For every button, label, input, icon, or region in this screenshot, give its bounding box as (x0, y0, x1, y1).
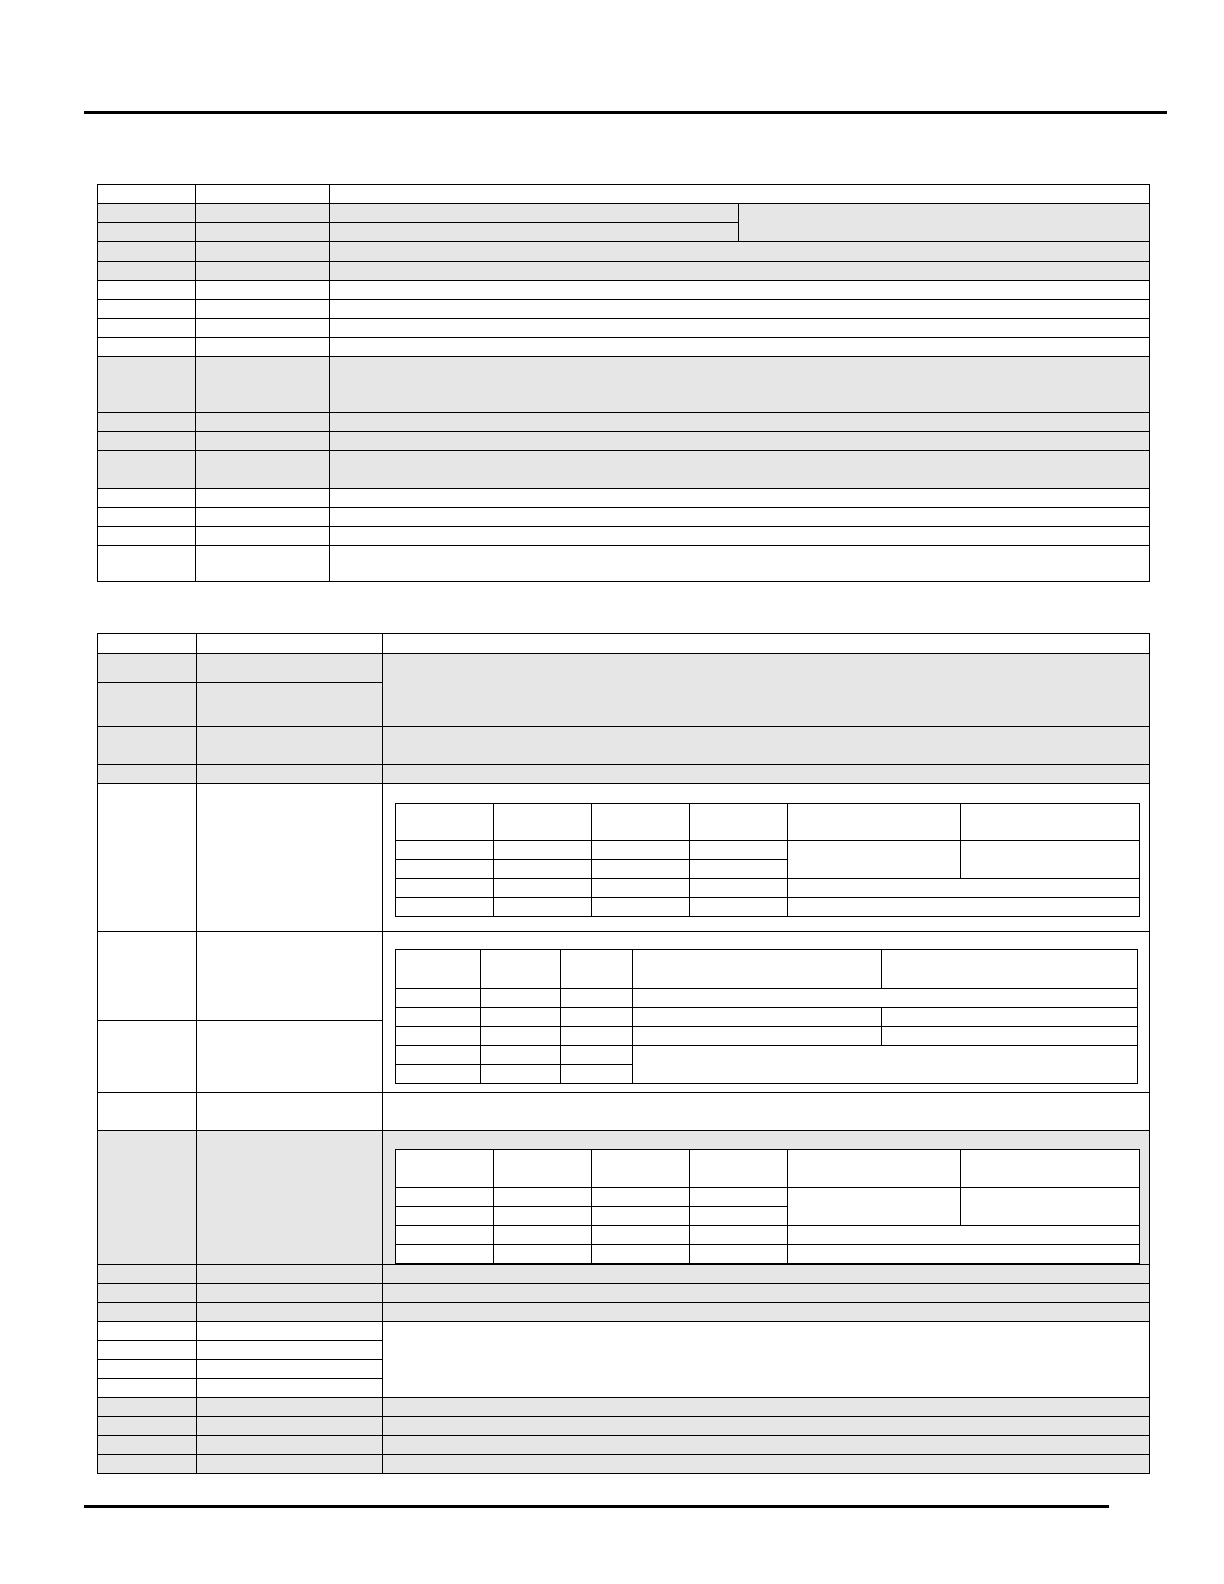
table-row (98, 242, 1150, 262)
table-cell (330, 527, 1150, 546)
table-cell (330, 432, 1150, 451)
table-row (98, 1398, 1150, 1417)
table-cell (98, 489, 196, 508)
table-cell (788, 841, 961, 879)
table-cell (481, 1027, 561, 1046)
table-cell (383, 784, 1150, 932)
table-cell (690, 1226, 788, 1245)
table-cell (196, 204, 330, 223)
table-cell (98, 1417, 197, 1436)
table-row (396, 1046, 1138, 1065)
table-cell (383, 1284, 1150, 1303)
nested-table (395, 949, 1138, 1084)
table-cell (197, 683, 383, 727)
table-cell (197, 1303, 383, 1322)
table-cell (98, 357, 196, 413)
table-cell (494, 1207, 592, 1226)
table-cell (197, 1322, 383, 1341)
table-row (98, 204, 1150, 223)
table-cell (396, 1188, 494, 1207)
table-cell (788, 879, 1140, 898)
table-cell (98, 1341, 197, 1360)
table-cell (196, 432, 330, 451)
table-cell (494, 804, 592, 841)
table-row (98, 727, 1150, 765)
table-cell (494, 1188, 592, 1207)
table-cell (98, 262, 196, 281)
table-row (98, 1455, 1150, 1474)
table-cell (494, 898, 592, 917)
table-cell (396, 804, 494, 841)
table-cell (690, 1188, 788, 1207)
table-cell (98, 432, 196, 451)
table-cell (383, 1455, 1150, 1474)
table-row (98, 1322, 1150, 1341)
table-cell (788, 1245, 1140, 1264)
table-cell (98, 1021, 197, 1093)
table-row (98, 527, 1150, 546)
table-cell (98, 451, 196, 489)
table-row (98, 281, 1150, 300)
table-cell (98, 634, 197, 654)
table-cell (494, 1226, 592, 1245)
register-table-1 (97, 184, 1150, 582)
table-cell (633, 989, 1138, 1008)
table-cell (383, 1436, 1150, 1455)
table-cell (197, 634, 383, 654)
table-cell (396, 1150, 494, 1188)
table-cell (396, 1245, 494, 1264)
table-cell (592, 1245, 690, 1264)
table-row (396, 989, 1138, 1008)
table-cell (330, 262, 1150, 281)
table-row (98, 546, 1150, 582)
table-cell (383, 1417, 1150, 1436)
footer-rule (84, 1505, 1109, 1508)
table-cell (383, 727, 1150, 765)
table-cell (98, 784, 197, 932)
table-cell (197, 1360, 383, 1379)
table-cell (197, 784, 383, 932)
table-cell (788, 898, 1140, 917)
table-row (98, 300, 1150, 319)
table-cell (196, 413, 330, 432)
table-cell (592, 1207, 690, 1226)
table-cell (494, 841, 592, 860)
table-cell (396, 1226, 494, 1245)
table-cell (383, 1093, 1150, 1131)
table-cell (98, 683, 197, 727)
table-cell (197, 765, 383, 784)
table-cell (197, 1341, 383, 1360)
table-cell (98, 1455, 197, 1474)
table-row (98, 932, 1150, 1021)
table-cell (330, 451, 1150, 489)
table-cell (330, 223, 739, 242)
table-cell (396, 1046, 481, 1065)
table-cell (690, 898, 788, 917)
table-row (98, 1436, 1150, 1455)
header-rule (84, 111, 1167, 114)
table-cell (481, 1008, 561, 1027)
table-cell (396, 879, 494, 898)
table-row (98, 508, 1150, 527)
table-cell (197, 1265, 383, 1284)
table-cell (396, 989, 481, 1008)
table-cell (561, 989, 633, 1008)
table-cell (196, 527, 330, 546)
table-cell (396, 898, 494, 917)
table-cell (98, 1436, 197, 1455)
table-cell (98, 204, 196, 223)
table-cell (690, 879, 788, 898)
table-cell (98, 527, 196, 546)
table-cell (98, 338, 196, 357)
table-row (396, 1226, 1140, 1245)
table-row (98, 451, 1150, 489)
nested-table (395, 803, 1140, 917)
table-cell (788, 804, 961, 841)
table-cell (396, 1027, 481, 1046)
table-cell (690, 1207, 788, 1226)
table-cell (330, 546, 1150, 582)
table-cell (98, 1131, 197, 1265)
table-cell (633, 1046, 1138, 1084)
table-cell (561, 1008, 633, 1027)
table-cell (633, 1027, 882, 1046)
table-cell (196, 281, 330, 300)
table-cell (98, 546, 196, 582)
table-row (98, 765, 1150, 784)
table-cell (98, 1303, 197, 1322)
table-cell (330, 413, 1150, 432)
register-table-2 (97, 633, 1150, 1474)
table-cell (197, 1417, 383, 1436)
table-row (396, 898, 1140, 917)
table-cell (961, 804, 1140, 841)
table-cell (396, 950, 481, 989)
table-row (98, 432, 1150, 451)
table-cell (197, 727, 383, 765)
table-cell (197, 654, 383, 683)
table-cell (196, 489, 330, 508)
table-cell (197, 1379, 383, 1398)
table-cell (396, 841, 494, 860)
table-cell (961, 1150, 1140, 1188)
table-cell (882, 950, 1138, 989)
table-cell (196, 185, 330, 204)
table-cell (383, 1131, 1150, 1265)
table-cell (98, 1379, 197, 1398)
table-cell (494, 860, 592, 879)
table-cell (330, 357, 1150, 413)
table-row (396, 841, 1140, 860)
table-cell (330, 508, 1150, 527)
table-row (98, 1417, 1150, 1436)
table-cell (788, 1226, 1140, 1245)
table-cell (196, 357, 330, 413)
table-cell (961, 841, 1140, 879)
table-row (98, 1303, 1150, 1322)
table-row (396, 1008, 1138, 1027)
table-cell (690, 860, 788, 879)
table-cell (788, 1188, 961, 1226)
table-cell (396, 1008, 481, 1027)
table-cell (561, 1065, 633, 1084)
table-cell (383, 932, 1150, 1093)
table-cell (330, 185, 1150, 204)
table-cell (196, 300, 330, 319)
table-row (98, 338, 1150, 357)
table-row (98, 654, 1150, 683)
table-cell (396, 1065, 481, 1084)
table-cell (197, 1455, 383, 1474)
table-cell (690, 1245, 788, 1264)
table-cell (396, 860, 494, 879)
table-row (98, 413, 1150, 432)
table-cell (383, 1398, 1150, 1417)
table-cell (561, 1046, 633, 1065)
table-cell (197, 932, 383, 1021)
table-cell (196, 223, 330, 242)
table-cell (592, 1150, 690, 1188)
table-cell (330, 300, 1150, 319)
table-cell (98, 1322, 197, 1341)
table-cell (481, 1046, 561, 1065)
table-cell (330, 489, 1150, 508)
table-cell (98, 1398, 197, 1417)
table-cell (494, 1245, 592, 1264)
table-cell (494, 1150, 592, 1188)
table-cell (330, 204, 739, 223)
table-cell (481, 989, 561, 1008)
table-cell (882, 1027, 1138, 1046)
table-row (396, 950, 1138, 989)
table-cell (561, 1027, 633, 1046)
table-header-row (98, 634, 1150, 654)
table-cell (383, 634, 1150, 654)
table-cell (196, 262, 330, 281)
table-cell (98, 1360, 197, 1379)
table-cell (98, 223, 196, 242)
table-cell (383, 1303, 1150, 1322)
table-cell (383, 765, 1150, 784)
table-cell (197, 1398, 383, 1417)
table-header-row (98, 185, 1150, 204)
table-cell (330, 319, 1150, 338)
table-cell (196, 546, 330, 582)
table-cell (196, 451, 330, 489)
table-cell (98, 1265, 197, 1284)
table-row (396, 1188, 1140, 1207)
table-row (396, 1027, 1138, 1046)
table-cell (196, 242, 330, 262)
table-cell (481, 1065, 561, 1084)
table-cell (592, 860, 690, 879)
table-cell (98, 654, 197, 683)
table-cell (690, 804, 788, 841)
table-cell (592, 1226, 690, 1245)
nested-table (395, 1149, 1140, 1264)
table-cell (592, 841, 690, 860)
table-cell (98, 727, 197, 765)
table-row (98, 489, 1150, 508)
table-cell (196, 319, 330, 338)
table-cell (633, 950, 882, 989)
table-cell (197, 1436, 383, 1455)
table-cell (197, 1284, 383, 1303)
table-row (98, 784, 1150, 932)
table-cell (330, 338, 1150, 357)
table-row (98, 1265, 1150, 1284)
table-row (98, 319, 1150, 338)
table-cell (98, 319, 196, 338)
table-cell (330, 242, 1150, 262)
table-row (396, 804, 1140, 841)
table-cell (481, 950, 561, 989)
table-cell (98, 1284, 197, 1303)
table-cell (383, 1322, 1150, 1398)
table-cell (197, 1131, 383, 1265)
table-cell (561, 950, 633, 989)
table-row (396, 879, 1140, 898)
table-cell (98, 281, 196, 300)
table-cell (383, 1265, 1150, 1284)
table-cell (633, 1008, 882, 1027)
table-cell (690, 1150, 788, 1188)
table-cell (383, 654, 1150, 727)
table-cell (961, 1188, 1140, 1226)
table-cell (197, 1021, 383, 1093)
table-cell (494, 879, 592, 898)
table-row (98, 262, 1150, 281)
table-row (98, 1131, 1150, 1265)
table-cell (592, 898, 690, 917)
table-cell (330, 281, 1150, 300)
table-cell (197, 1093, 383, 1131)
table-cell (98, 932, 197, 1021)
table-cell (98, 508, 196, 527)
table-cell (592, 1188, 690, 1207)
table-row (98, 357, 1150, 413)
table-cell (98, 413, 196, 432)
table-row (98, 1093, 1150, 1131)
table-cell (882, 1008, 1138, 1027)
table-cell (98, 300, 196, 319)
table-cell (196, 338, 330, 357)
table-cell (98, 765, 197, 784)
table-cell (739, 204, 1150, 242)
table-cell (592, 879, 690, 898)
table-row (396, 1150, 1140, 1188)
table-row (396, 1245, 1140, 1264)
table-cell (592, 804, 690, 841)
table-cell (690, 841, 788, 860)
table-cell (98, 242, 196, 262)
table-cell (196, 508, 330, 527)
table-cell (396, 1207, 494, 1226)
table-row (98, 1284, 1150, 1303)
table-cell (98, 185, 196, 204)
table-cell (788, 1150, 961, 1188)
table-cell (98, 1093, 197, 1131)
